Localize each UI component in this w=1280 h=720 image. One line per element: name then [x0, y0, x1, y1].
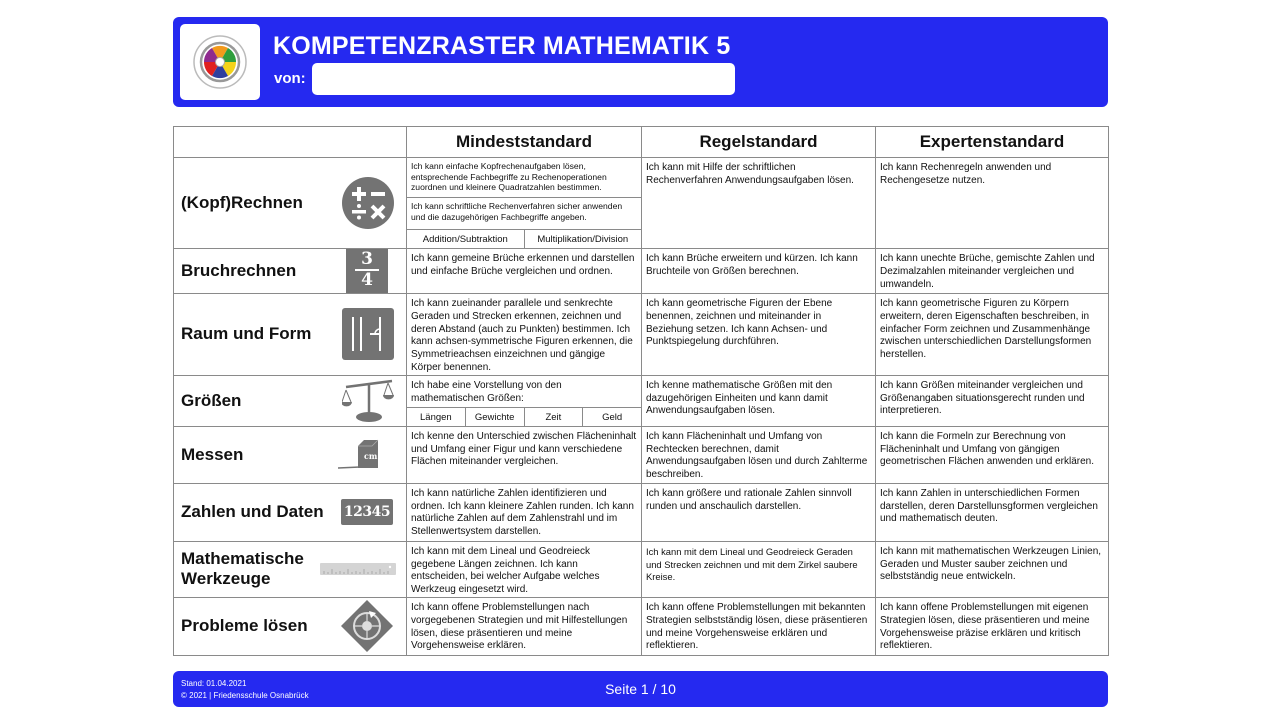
school-logo [180, 24, 260, 100]
tag-laengen: Längen [420, 411, 452, 423]
tag-multiplikation-division: Multiplikation/Division [524, 230, 642, 248]
name-input[interactable] [312, 63, 735, 95]
header-row [174, 127, 1109, 158]
problem-solving-icon [340, 599, 394, 653]
mindeststandard-cell: Ich kann zueinander parallele und senkrechte Geraden und Strecken erkennen, zeichnen und deren Abstand (auch zu Punkten) bestimmen. Ich kann achsen-symmetrische Figuren erkennen, die Symmetrieachsen einzeichnen und gängige Körper benennen. [407, 294, 642, 376]
regelstandard-cell: Ich kann Flächeninhalt und Umfang von Rechtecken berechnen, damit Anwendungsaufgaben lösen und durch Zahlterme beschreiben. [642, 426, 876, 483]
table-row [174, 597, 1109, 655]
mindeststandard-text-a: Ich kann einfache Kopfrechenaufgaben lösen, entsprechende Fachbegriffe zu Rechenoperationen zuordnen und kleinere Quadratzahlen bestimmen. [407, 158, 641, 198]
row-header [174, 541, 407, 597]
stand-date: Stand: 01.04.2021 [181, 679, 247, 688]
fraction-numerator: 3 [361, 249, 373, 269]
balance-scale-icon [342, 378, 396, 424]
competency-grid [173, 126, 1108, 654]
regelstandard-cell: Ich kann mit Hilfe der schriftlichen Rechenverfahren Anwendungsaufgaben lösen. [642, 158, 876, 249]
expertenstandard-cell: Ich kann Rechenregeln anwenden und Rechengesetze nutzen. [876, 158, 1109, 249]
header-bar [173, 17, 1108, 107]
table-row [174, 375, 1109, 426]
row-label: Messen [181, 444, 244, 464]
row-header [174, 426, 407, 483]
fraction-denominator: 4 [361, 270, 373, 290]
size-tags [407, 407, 641, 426]
page-title: KOMPETENZRASTER MATHEMATIK 5 [273, 32, 731, 60]
tag-gewichte: Gewichte [465, 408, 524, 426]
mindeststandard-text: Ich habe eine Vorstellung von den mathematischen Größen: [411, 379, 562, 404]
mindeststandard-cell [407, 375, 642, 426]
operation-tags [407, 229, 641, 248]
row-header [174, 597, 407, 655]
page-indicator: Seite 1 / 10 [605, 681, 676, 697]
table-row [174, 426, 1109, 483]
mindeststandard-cell: Ich kann offene Problemstellungen nach vorgegebenen Strategien und mit Hilfestellungen lösen, diese präsentieren und meine Vorgehensweise erklären. [407, 597, 642, 655]
regelstandard-cell: Ich kann offene Problemstellungen mit bekannten Strategien selbstständig lösen, diese präsentieren und meine Vorgehensweise erklären und reflektieren. [642, 597, 876, 655]
table-row [174, 249, 1109, 294]
regelstandard-cell: Ich kann geometrische Figuren der Ebene benennen, zeichnen und miteinander in Beziehung setzen. Ich kann Achsen- und Punktspiegelung durchführen. [642, 294, 876, 376]
copyright: © 2021 | Friedensschule Osnabrück [181, 691, 309, 700]
footer-bar [173, 671, 1108, 707]
row-header [174, 249, 407, 294]
row-label: Bruchrechnen [181, 261, 297, 280]
mindeststandard-cell: Ich kann gemeine Brüche erkennen und darstellen und einfache Brüche vergleichen und ordnen. [407, 249, 642, 294]
row-header [174, 158, 407, 249]
regelstandard-cell: Ich kann mit dem Lineal und Geodreieck Geraden und Strecken zeichnen und mit dem Zirkel saubere Kreise. [642, 541, 876, 597]
tag-zeit: Zeit [524, 408, 583, 426]
table-row [174, 483, 1109, 541]
parallel-perpendicular-icon [342, 308, 394, 360]
regelstandard-cell: Ich kenne mathematische Größen mit den dazugehörigen Einheiten und kann damit Anwendungsaufgaben lösen. [642, 375, 876, 426]
fraction-icon [346, 249, 388, 293]
expertenstandard-cell: Ich kann Zahlen in unterschiedlichen Formen darstellen, deren Darstellunsgformen vergleichen und mathematisch deuten. [876, 483, 1109, 541]
mindeststandard-cell [407, 158, 642, 249]
row-label: (Kopf)Rechnen [181, 193, 303, 212]
mindeststandard-cell: Ich kann natürliche Zahlen identifizieren und ordnen. Ich kann kleinere Zahlen runden. Ich kann natürliche Zahlen auf dem Zahlenstrahl und im Stellenwertsystem darstellen. [407, 483, 642, 541]
expertenstandard-cell: Ich kann geometrische Figuren zu Körpern erweitern, deren Eigenschaften beschreiben, in einfacher Form zeichnen und Zusammenhänge zwischen unterschiedlichen Darstellungsformen herstellen. [876, 294, 1109, 376]
row-header [174, 483, 407, 541]
expertenstandard-cell: Ich kann offene Problemstellungen mit eigenen Strategien lösen, diese präsentieren und meine Vorgehensweise präzise erklären und kritisch reflektieren. [876, 597, 1109, 655]
mindeststandard-cell: Ich kann mit dem Lineal und Geodreieck gegebene Längen zeichnen. Ich kann entscheiden, bei welcher Aufgabe welches Werkzeug eingesetzt wird. [407, 541, 642, 597]
mindeststandard-text-b: Ich kann schriftliche Rechenverfahren sicher anwenden und die dazugehörigen Fachbegriffe angeben. [411, 201, 623, 222]
von-label: von: [274, 70, 306, 87]
expertenstandard-cell: Ich kann unechte Brüche, gemischte Zahlen und Dezimalzahlen miteinander vergleichen und umwandeln. [876, 249, 1109, 294]
tape-measure-icon [338, 438, 394, 472]
row-header [174, 294, 407, 376]
column-header-mindeststandard: Mindeststandard [407, 127, 642, 158]
tag-addition-subtraktion: Addition/Subtraktion [422, 234, 508, 245]
mindeststandard-cell: Ich kenne den Unterschied zwischen Flächeninhalt und Umfang einer Figur und kann verschiedene Flächen miteinander vergleichen. [407, 426, 642, 483]
regelstandard-cell: Ich kann Brüche erweitern und kürzen. Ich kann Bruchteile von Größen berechnen. [642, 249, 876, 294]
table-row [174, 294, 1109, 376]
row-label: Raum und Form [181, 324, 312, 344]
tape-measure-unit: cm [364, 450, 378, 461]
row-label: Größen [181, 390, 242, 410]
row-header [174, 375, 407, 426]
column-header-empty [174, 127, 407, 158]
row-label: Mathematische Werkzeuge [181, 549, 304, 589]
table-row [174, 541, 1109, 597]
expertenstandard-cell: Ich kann Größen miteinander vergleichen und Größenangaben situationsgerecht runden und interpretieren. [876, 375, 1109, 426]
row-label: Zahlen und Daten [181, 502, 324, 522]
expertenstandard-cell: Ich kann mit mathematischen Werkzeugen Linien, Geraden und Muster sauber zeichnen und selbstständig neue entwickeln. [876, 541, 1109, 597]
school-logo-icon [192, 34, 248, 90]
row-label: Probleme lösen [181, 616, 308, 636]
tag-geld: Geld [582, 408, 641, 426]
arithmetic-operators-icon [342, 177, 394, 229]
table-row [174, 158, 1109, 249]
regelstandard-cell: Ich kann größere und rationale Zahlen sinnvoll runden und anschaulich darstellen. [642, 483, 876, 541]
numbers-icon: 12345 [341, 499, 393, 525]
ruler-icon [320, 563, 396, 575]
expertenstandard-cell: Ich kann die Formeln zur Berechnung von Flächeninhalt und Umfang von gängigen geometrischen Flächen anwenden und erklären. [876, 426, 1109, 483]
column-header-regelstandard: Regelstandard [642, 127, 876, 158]
column-header-expertenstandard: Expertenstandard [876, 127, 1109, 158]
